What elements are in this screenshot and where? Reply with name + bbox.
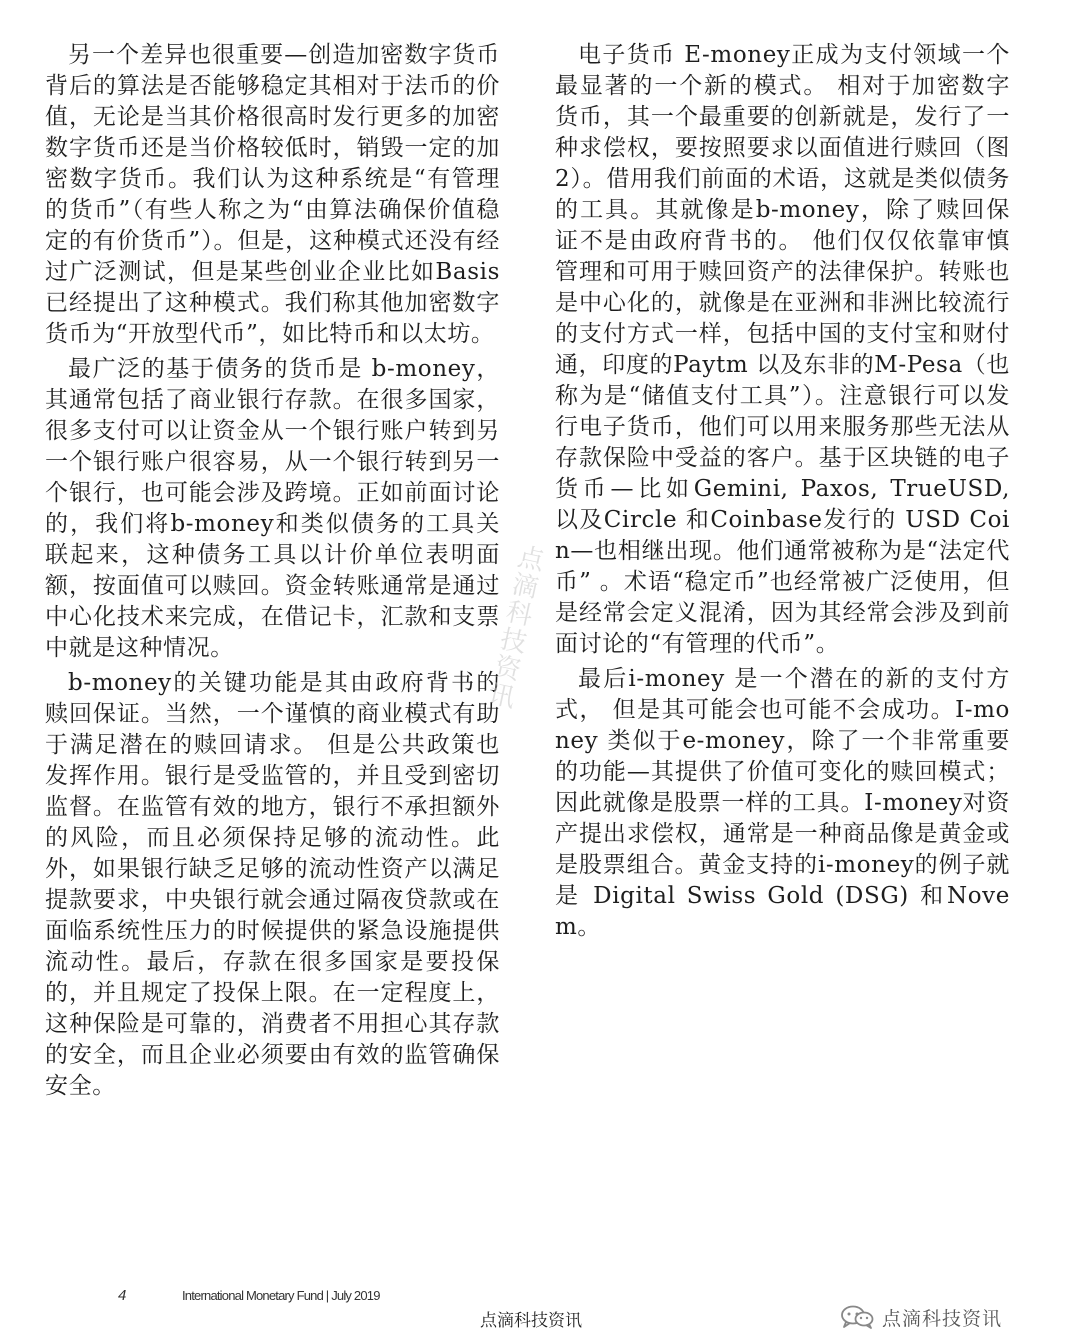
left-column bbox=[45, 40, 500, 1102]
paragraph-managed-currency: 另一个差异也很重要—创造加密数字货币背后的算法是否能够稳定其相对于法币的价值，无论是当其价格很高时发行更多的加密数字货币还是当价格较低时，销毁一定的加密数字货币。我们认为这种系统是“有管理的货币”（有些人称之为“由算法确保价值稳定的有价货币”）。但是，这种模式还没有经过广泛测试，但是某些创业企业比如Basis已经提出了这种模式。我们称其他加密数字货币为“开放型代币”，如比特币和以太坊。 bbox=[45, 42, 500, 347]
wechat-account-badge[interactable] bbox=[840, 1304, 1002, 1330]
publication-reference: International Monetary Fund | July 2019 bbox=[182, 1288, 380, 1303]
source-caption: 点滴科技资讯 bbox=[480, 1311, 582, 1331]
center-watermark: 点滴科技资讯 bbox=[481, 541, 547, 712]
wechat-account-name: 点滴科技资讯 bbox=[882, 1307, 1003, 1330]
right-column bbox=[555, 40, 1010, 943]
page-number: 4 bbox=[118, 1287, 127, 1304]
wechat-icon bbox=[840, 1305, 874, 1329]
paragraph-b-money-guarantee: b-money的关键功能是其由政府背书的赎回保证。当然，一个谨慎的商业模式有助于满足潜在的赎回请求。 但是公共政策也发挥作用。银行是受监管的，并且受到密切监督。在监管有效的地方，银行不承担额外的风险，而且必须保持足够的流动性。此外，如果银行缺乏足够的流动性资产以满足提款要求，中央银行就会通过隔夜贷款或在面临系统性压力的时候提供的紧急设施提供流动性。最后，存款在很多国家是要投保的，并且规定了投保上限。在一定程度上，这种保险是可靠的，消费者不用担心其存款的安全，而且企业必须要由有效的监管确保安全。 bbox=[45, 670, 500, 1099]
paragraph-i-money: 最后i-money 是一个潜在的新的支付方式， 但是其可能会也可能不会成功。I-money 类似于e-money，除了一个非常重要的功能—其提供了价值可变化的赎回模式；因此就像是股票一样的工具。I-money对资产提出求偿权，通常是一种商品像是黄金或是股票组合。黄金支持的i-money的例子就是 Digital Swiss Gold (DSG) 和Novem。 bbox=[555, 666, 1010, 940]
paragraph-b-money-intro: 最广泛的基于债务的货币是 b-money，其通常包括了商业银行存款。在很多国家，很多支付可以让资金从一个银行账户转到另一个银行账户很容易，从一个银行转到另一个银行，也可能会涉及跨境。正如前面讨论的，我们将b-money和类似债务的工具关联起来，这种债务工具以计价单位表明面额，按面值可以赎回。资金转账通常是通过中心化技术来完成，在借记卡，汇款和支票中就是这种情况。 bbox=[45, 356, 500, 661]
paragraph-e-money: 电子货币 E-money正成为支付领域一个最显著的一个新的模式。 相对于加密数字货币，其一个最重要的创新就是，发行了一种求偿权，要按照要求以面值进行赎回（图2）。借用我们前面的术语，这就是类似债务的工具。其就像是b-money，除了赎回保证不是由政府背书的。 他们仅仅依靠审慎管理和可用于赎回资产的法律保护。转账也是中心化的，就像是在亚洲和非洲比较流行的支付方式一样，包括中国的支付宝和财付通，印度的Paytm 以及东非的M-Pesa（也称为是“储值支付工具”）。注意银行可以发行电子货币，他们可以用来服务那些无法从存款保险中受益的客户。基于区块链的电子货币—比如Gemini, Paxos, TrueUSD, 以及Circle 和Coinbase发行的 USD Coin—也相继出现。他们通常被称为是“法定代币” 。术语“稳定币”也经常被广泛使用，但是经常会定义混淆，因为其经常会涉及到前面讨论的“有管理的代币”。 bbox=[555, 42, 1010, 657]
